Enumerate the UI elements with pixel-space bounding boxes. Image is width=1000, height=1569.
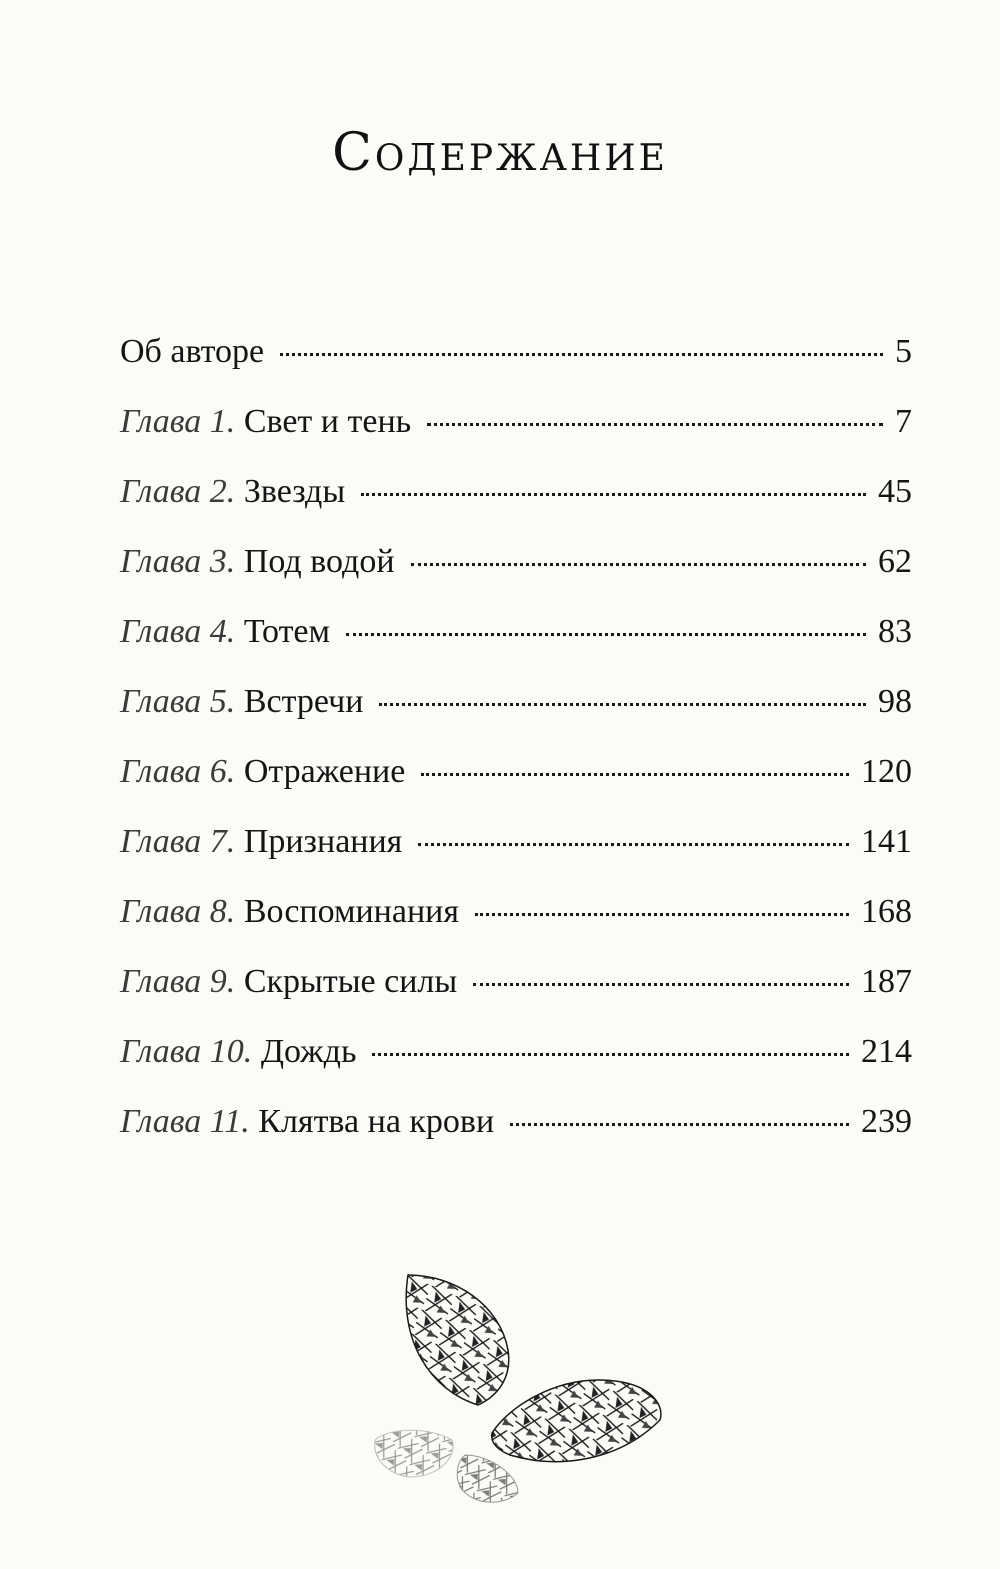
chapter-title: Признания [243,823,403,860]
chapter-title: Звезды [243,473,346,510]
page-number: 187 [861,963,912,1000]
butterfly-icon [360,1255,680,1515]
toc-entry-label [120,960,457,1004]
chapter-prefix: Глава 10. [120,1033,253,1070]
dot-leader [372,1053,849,1056]
toc-entry-label [120,400,411,444]
chapter-prefix: Глава 5. [120,683,236,720]
toc-entry-chapter-10[interactable] [120,1030,912,1100]
dot-leader [346,633,866,636]
chapter-title: Встречи [243,683,364,720]
chapter-title: Воспоминания [243,893,460,930]
dot-leader [411,563,866,566]
dot-leader [280,353,883,356]
chapter-prefix: Глава 3. [120,543,236,580]
toc-entry-chapter-2[interactable] [120,470,912,540]
page-number: 141 [861,823,912,860]
chapter-prefix: Глава 7. [120,823,236,860]
page-number: 214 [861,1033,912,1070]
chapter-title: Об авторе [120,333,265,370]
page-number: 120 [861,753,912,790]
toc-entry-chapter-3[interactable] [120,540,912,610]
toc-entry-label [120,610,330,654]
dot-leader [427,423,883,426]
toc-entry-about-author[interactable] [120,330,912,400]
toc-entry-label [120,330,264,374]
chapter-title: Отражение [243,753,406,790]
toc-entry-chapter-6[interactable] [120,750,912,820]
dot-leader [473,983,849,986]
chapter-prefix: Глава 4. [120,613,236,650]
chapter-prefix: Глава 11. [120,1103,250,1140]
toc-entry-chapter-9[interactable] [120,960,912,1030]
toc-entry-label [120,1100,494,1144]
dot-leader [421,773,849,776]
page-number: 62 [878,543,912,580]
toc-entry-chapter-5[interactable] [120,680,912,750]
chapter-prefix: Глава 6. [120,753,236,790]
chapter-prefix: Глава 8. [120,893,236,930]
toc-entry-chapter-7[interactable] [120,820,912,890]
page-number: 45 [878,473,912,510]
page-number: 7 [895,403,912,440]
toc-entry-label [120,750,405,794]
toc-entry-chapter-8[interactable] [120,890,912,960]
dot-leader [361,493,866,496]
toc-entry-label [120,820,402,864]
toc-entry-label [120,890,459,934]
page-number: 98 [878,683,912,720]
toc-entry-label [120,540,395,584]
toc-entry-chapter-1[interactable] [120,400,912,470]
dot-leader [475,913,849,916]
chapter-title: Дождь [260,1033,357,1070]
page-number: 83 [878,613,912,650]
toc-entry-chapter-4[interactable] [120,610,912,680]
page-number: 168 [861,893,912,930]
chapter-title: Свет и тень [243,403,412,440]
chapter-prefix: Глава 2. [120,473,236,510]
chapter-prefix: Глава 1. [120,403,236,440]
chapter-title: Под водой [243,543,395,580]
dot-leader [379,703,866,706]
toc-entry-label [120,1030,356,1074]
page-title: Содержание [332,122,668,183]
page-number: 239 [861,1103,912,1140]
page-number: 5 [895,333,912,370]
chapter-title: Клятва на крови [258,1103,495,1140]
chapter-prefix: Глава 9. [120,963,236,1000]
table-of-contents [120,330,912,1170]
chapter-title: Скрытые силы [243,963,458,1000]
dot-leader [510,1123,849,1126]
toc-entry-label [120,470,345,514]
toc-entry-label [120,680,363,724]
dot-leader [418,843,849,846]
toc-entry-chapter-11[interactable] [120,1100,912,1170]
chapter-title: Тотем [243,613,331,650]
